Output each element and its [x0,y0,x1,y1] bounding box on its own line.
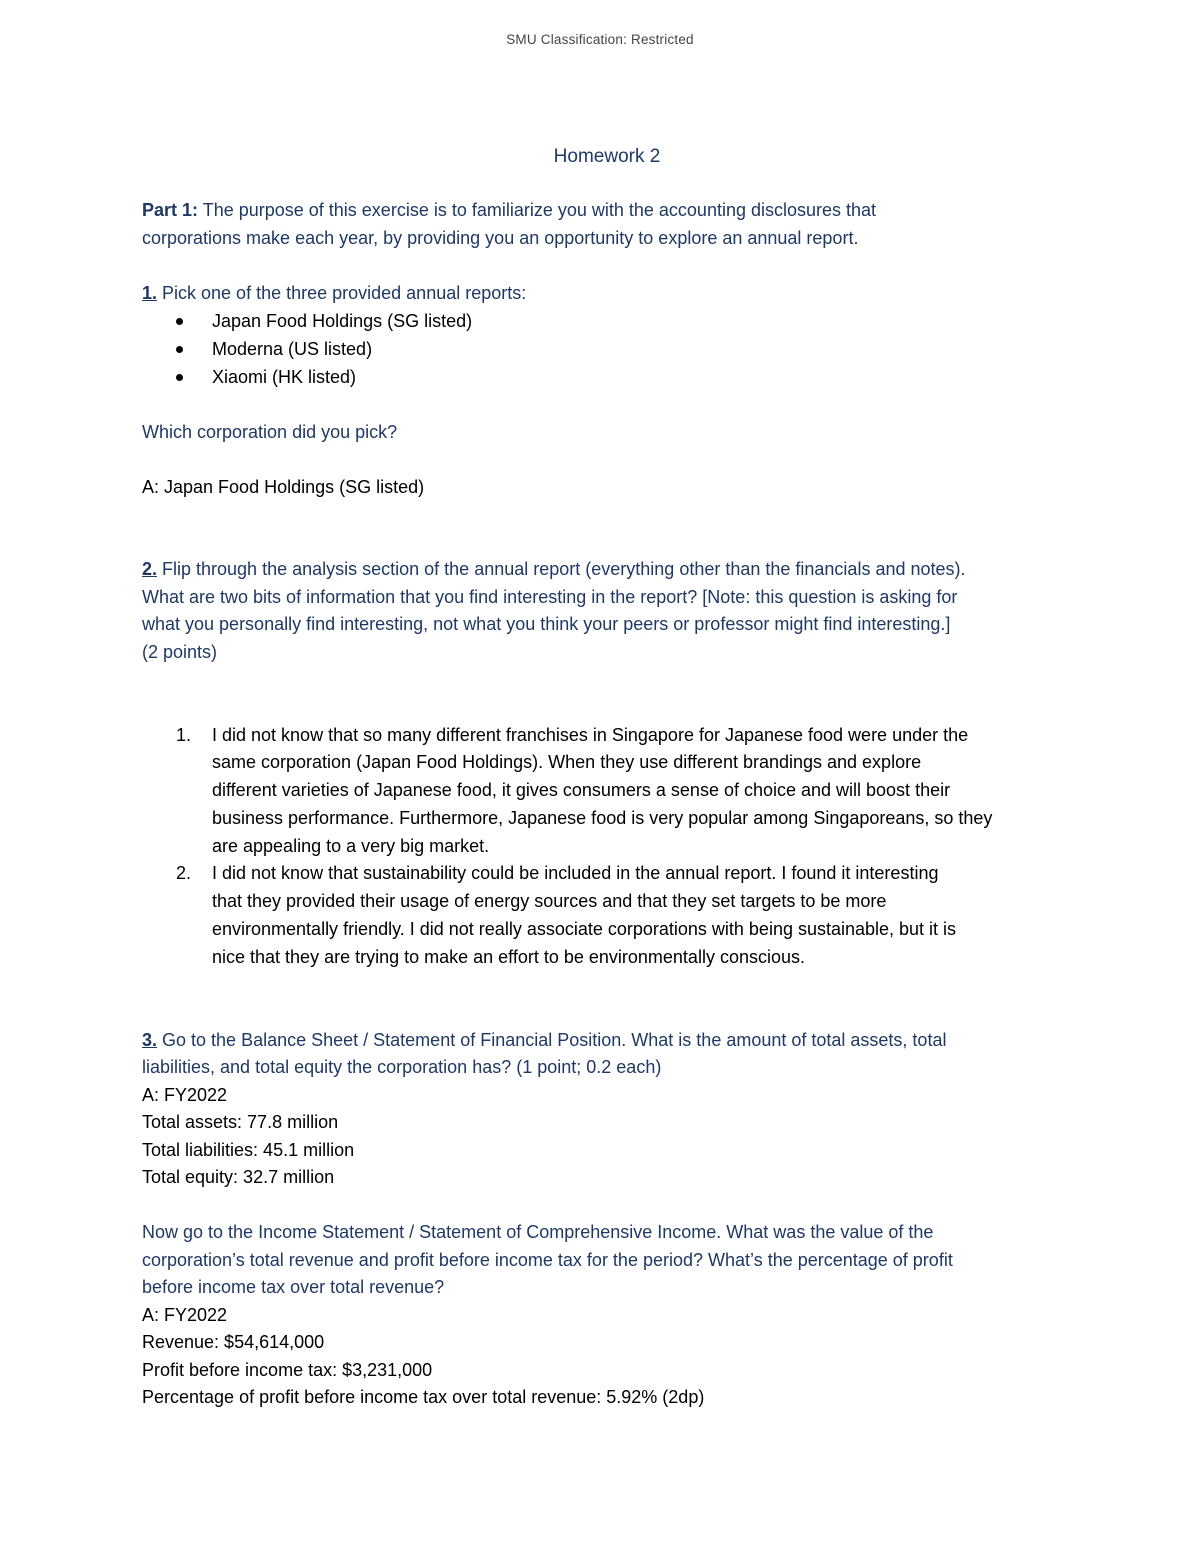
q3-prompt-line2: liabilities, and total equity the corporation has? (1 point; 0.2 each) [142,1057,662,1078]
list-item: Moderna (US listed) [142,335,1072,363]
q3-answer-line: Total liabilities: 45.1 million [142,1139,355,1160]
income-answer-line: Profit before income tax: $3,231,000 [142,1359,433,1380]
q3-answer-line: Total assets: 77.8 million [142,1112,339,1133]
income-answer-line: Revenue: $54,614,000 [142,1332,325,1353]
document-body [142,143,1072,1412]
part1-label: Part 1: [142,200,199,220]
q3-number: 3. [142,1029,158,1050]
q2-answers-list [142,722,1072,972]
income-question-line: before income tax over total revenue? [142,1277,445,1298]
list-item: Japan Food Holdings (SG listed) [142,307,1072,335]
q2-prompt-line2: What are two bits of information that you find interesting in the report? [Note: this question is asking for [142,586,958,607]
q1-number: 1. [142,282,158,303]
list-item: 1. I did not know that so many different franchises in Singapore for Japanese food were under the same corporation (Japan Food Holdings). When they use different brandings and explore different varieties of Japanese food, it gives consumers a sense of choice and will boost their business performance. Furthermore, Japanese food is very popular among Singaporeans, so they are appealing to a very big market. [142,722,1072,861]
bullet-icon [176,318,183,325]
document-title: Homework 2 [553,146,661,167]
answer-number: 2. [176,863,192,884]
answer-number: 1. [176,724,192,745]
income-answer-line: A: FY2022 [142,1304,228,1325]
bullet-icon [176,374,183,381]
q1-prompt [142,280,1072,308]
q3-answer-line: A: FY2022 [142,1084,228,1105]
q1-options-list [142,307,1072,391]
income-question-line: Now go to the Income Statement / Statement of Comprehensive Income. What was the value of the [142,1222,934,1243]
classification-header: SMU Classification: Restricted [506,32,694,47]
q3-answer-line: Total equity: 32.7 million [142,1167,335,1188]
list-item: 2. I did not know that sustainability could be included in the annual report. I found it interesting that they provided their usage of energy sources and that they set targets to be more environmentally friendly. I did not really associate corporations with being sustainable, but it is nice that they are trying to make an effort to be environmentally conscious. [142,860,1072,971]
income-answer-line: Percentage of profit before income tax over total revenue: 5.92% (2dp) [142,1387,705,1408]
bullet-icon [176,346,183,353]
q2-prompt-line4: (2 points) [142,641,218,662]
part1-paragraph [142,197,1072,225]
q2-number: 2. [142,559,158,579]
q1-question: Which corporation did you pick? [142,421,398,442]
q2-prompt-line3: what you personally find interesting, not what you think your peers or professor might find interesting.] [142,614,951,634]
q1-answer: A: Japan Food Holdings (SG listed) [142,476,425,497]
list-item: Xiaomi (HK listed) [142,363,1072,391]
part1-text-line1: The purpose of this exercise is to familiarize you with the accounting disclosures that [198,200,877,220]
q1-prompt-text: Pick one of the three provided annual reports: [157,282,527,303]
q2-prompt-line1: 2. Flip through the analysis section of the annual report (everything other than the financials and notes). [142,559,966,579]
part1-text-line2: corporations make each year, by providing you an opportunity to explore an annual report. [142,227,859,248]
q3-prompt-line1: 3. Go to the Balance Sheet / Statement of Financial Position. What is the amount of total assets, total [142,1029,947,1050]
income-question-line: corporation’s total revenue and profit before income tax for the period? What’s the percentage of profit [142,1249,953,1270]
